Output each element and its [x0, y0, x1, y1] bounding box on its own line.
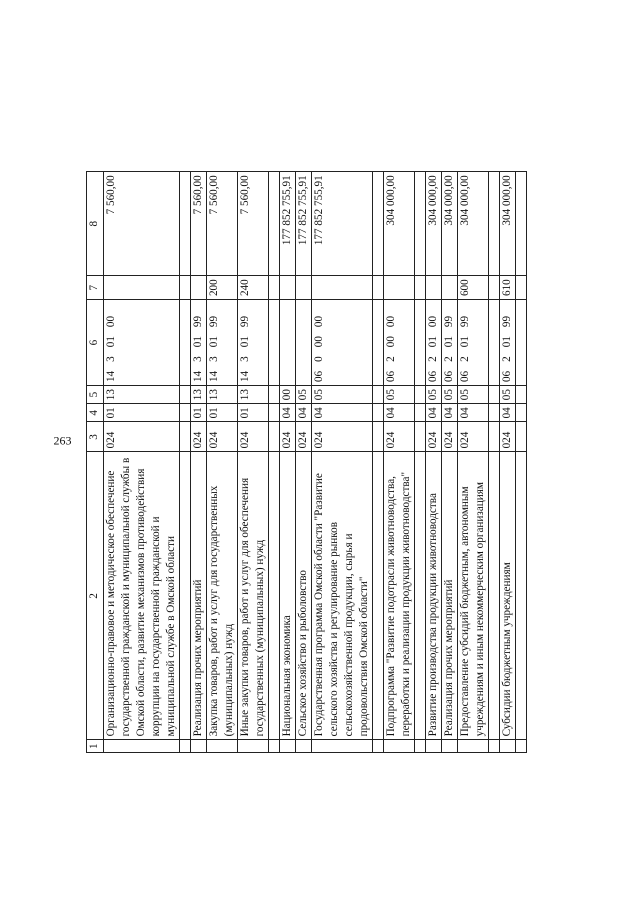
- spacer-cell: [269, 404, 280, 422]
- cell-name: Субсидии бюджетным учреждениям: [500, 452, 516, 740]
- cell-col1: [296, 740, 312, 753]
- spacer-cell: [516, 404, 527, 422]
- spacer-row: [516, 172, 527, 753]
- spacer-cell: [180, 386, 191, 404]
- cell-expense-type: [442, 276, 458, 300]
- spacer-cell: [269, 276, 280, 300]
- cell-subsection: 05: [500, 386, 516, 404]
- table-body: [104, 172, 527, 753]
- target-article-part: 3: [208, 356, 220, 362]
- spacer-row: [415, 172, 426, 753]
- cell-admin-code: 024: [104, 422, 180, 452]
- spacer-cell: [516, 300, 527, 386]
- target-article-part: 99: [443, 315, 455, 328]
- cell-expense-type: [296, 276, 312, 300]
- spacer-cell: [516, 452, 527, 740]
- spacer-cell: [415, 386, 426, 404]
- cell-amount: 7 560,00: [104, 172, 180, 276]
- target-article-part: 06: [313, 370, 325, 383]
- header-cell: 3: [87, 422, 104, 452]
- cell-subsection: 05: [426, 386, 442, 404]
- target-article-part: 01: [208, 336, 220, 348]
- header-cell: 8: [87, 172, 104, 276]
- cell-expense-type: [426, 276, 442, 300]
- cell-name: Национальная экономика: [280, 452, 296, 740]
- cell-target-article: [280, 300, 296, 386]
- header-cell: 2: [87, 452, 104, 740]
- cell-name: Развитие производства продукции животноводства: [426, 452, 442, 740]
- spacer-cell: [489, 276, 500, 300]
- spacer-cell: [180, 452, 191, 740]
- cell-name: Государственная программа Омской области "Развитие сельского хозяйства и регулирование рынков сельскохозяйственной продукции, сырья и продовольствия Омской области": [312, 452, 373, 740]
- cell-name: Предоставление субсидий бюджетным, автономным учреждениям и иным некоммерческим организациям: [458, 452, 489, 740]
- cell-admin-code: 024: [384, 422, 415, 452]
- spacer-cell: [516, 740, 527, 753]
- cell-subsection: 13: [104, 386, 180, 404]
- cell-subsection: 13: [238, 386, 269, 404]
- spacer-cell: [180, 172, 191, 276]
- cell-amount: 7 560,00: [238, 172, 269, 276]
- target-article-part: 01: [192, 336, 204, 348]
- target-article-part: 2: [501, 356, 513, 362]
- target-article-part: 14: [208, 370, 220, 383]
- cell-admin-code: 024: [458, 422, 489, 452]
- cell-section: 04: [458, 404, 489, 422]
- cell-col1: [191, 740, 207, 753]
- header-cell: 7: [87, 276, 104, 300]
- cell-subsection: 05: [458, 386, 489, 404]
- cell-admin-code: 024: [280, 422, 296, 452]
- spacer-row: [489, 172, 500, 753]
- cell-section: 01: [191, 404, 207, 422]
- cell-col1: [426, 740, 442, 753]
- cell-expense-type: 610: [500, 276, 516, 300]
- spacer-cell: [489, 740, 500, 753]
- cell-admin-code: 024: [500, 422, 516, 452]
- header-cell: 6: [87, 300, 104, 386]
- spacer-row: [180, 172, 191, 753]
- cell-admin-code: 024: [238, 422, 269, 452]
- target-article-part: 00: [105, 315, 117, 328]
- cell-section: 04: [384, 404, 415, 422]
- target-article-part: 14: [239, 370, 251, 383]
- spacer-cell: [489, 422, 500, 452]
- spacer-cell: [373, 172, 384, 276]
- target-article-part: 06: [501, 370, 513, 383]
- table-row: [296, 172, 312, 753]
- target-article-part: 2: [385, 356, 397, 362]
- cell-col1: [458, 740, 489, 753]
- spacer-cell: [489, 452, 500, 740]
- cell-subsection: 05: [442, 386, 458, 404]
- cell-section: 01: [207, 404, 238, 422]
- cell-admin-code: 024: [442, 422, 458, 452]
- spacer-cell: [269, 386, 280, 404]
- cell-amount: 304 000,00: [426, 172, 442, 276]
- spacer-cell: [373, 422, 384, 452]
- cell-target-article: [104, 300, 180, 386]
- table-row: [104, 172, 180, 753]
- cell-target-article: [442, 300, 458, 386]
- cell-expense-type: [280, 276, 296, 300]
- cell-admin-code: 024: [191, 422, 207, 452]
- header-cell: 4: [87, 404, 104, 422]
- target-article-part: 3: [192, 356, 204, 362]
- spacer-cell: [415, 276, 426, 300]
- target-article-part: 99: [239, 315, 251, 328]
- spacer-cell: [516, 172, 527, 276]
- spacer-cell: [180, 740, 191, 753]
- cell-col1: [280, 740, 296, 753]
- cell-name: Закупка товаров, работ и услуг для государственных (муниципальных) нужд: [207, 452, 238, 740]
- spacer-row: [269, 172, 280, 753]
- table-row: [458, 172, 489, 753]
- cell-expense-type: [104, 276, 180, 300]
- spacer-cell: [415, 300, 426, 386]
- cell-target-article: [238, 300, 269, 386]
- cell-name: Сельское хозяйство и рыболовство: [296, 452, 312, 740]
- cell-section: 04: [500, 404, 516, 422]
- cell-col1: [384, 740, 415, 753]
- cell-expense-type: [384, 276, 415, 300]
- cell-amount: 177 852 755,91: [280, 172, 296, 276]
- target-article-part: 06: [443, 370, 455, 383]
- target-article-part: 99: [501, 315, 513, 328]
- spacer-cell: [489, 386, 500, 404]
- cell-expense-type: [312, 276, 373, 300]
- header-row: [87, 172, 104, 753]
- cell-target-article: [296, 300, 312, 386]
- page-number: 263: [53, 433, 72, 448]
- target-article-part: 3: [105, 356, 117, 362]
- cell-col1: [207, 740, 238, 753]
- table-row: [312, 172, 373, 753]
- cell-target-article: [458, 300, 489, 386]
- spacer-cell: [373, 452, 384, 740]
- cell-target-article: [207, 300, 238, 386]
- cell-section: 04: [312, 404, 373, 422]
- table-row: [426, 172, 442, 753]
- spacer-cell: [415, 172, 426, 276]
- spacer-cell: [373, 404, 384, 422]
- cell-section: 01: [238, 404, 269, 422]
- spacer-cell: [373, 276, 384, 300]
- cell-target-article: [191, 300, 207, 386]
- cell-name: Реализация прочих мероприятий: [442, 452, 458, 740]
- cell-section: 01: [104, 404, 180, 422]
- cell-subsection: 00: [280, 386, 296, 404]
- cell-col1: [104, 740, 180, 753]
- target-article-part: 2: [427, 356, 439, 362]
- cell-target-article: [426, 300, 442, 386]
- target-article-part: 01: [427, 336, 439, 348]
- cell-subsection: 05: [312, 386, 373, 404]
- cell-name: Реализация прочих мероприятий: [191, 452, 207, 740]
- target-article-part: 01: [239, 336, 251, 348]
- spacer-row: [373, 172, 384, 753]
- spacer-cell: [415, 452, 426, 740]
- cell-subsection: 13: [191, 386, 207, 404]
- table-row: [207, 172, 238, 753]
- spacer-cell: [180, 422, 191, 452]
- cell-section: 04: [296, 404, 312, 422]
- spacer-cell: [415, 404, 426, 422]
- cell-amount: 7 560,00: [191, 172, 207, 276]
- target-article-part: 14: [105, 370, 117, 383]
- spacer-cell: [415, 422, 426, 452]
- cell-subsection: 05: [296, 386, 312, 404]
- cell-section: 04: [426, 404, 442, 422]
- target-article-part: 0: [313, 356, 325, 362]
- cell-admin-code: 024: [426, 422, 442, 452]
- spacer-cell: [373, 386, 384, 404]
- cell-admin-code: 024: [296, 422, 312, 452]
- cell-section: 04: [442, 404, 458, 422]
- cell-amount: 177 852 755,91: [312, 172, 373, 276]
- target-article-part: 01: [501, 336, 513, 348]
- cell-amount: 304 000,00: [458, 172, 489, 276]
- cell-name: Подпрограмма "Развитие подотрасли животноводства, переработки и реализации продукции животноводства": [384, 452, 415, 740]
- spacer-cell: [269, 422, 280, 452]
- spacer-cell: [489, 172, 500, 276]
- cell-col1: [500, 740, 516, 753]
- table-row: [442, 172, 458, 753]
- spacer-cell: [516, 422, 527, 452]
- cell-col1: [442, 740, 458, 753]
- target-article-part: 00: [427, 315, 439, 328]
- spacer-cell: [269, 172, 280, 276]
- cell-expense-type: 200: [207, 276, 238, 300]
- table-row: [191, 172, 207, 753]
- target-article-part: 3: [239, 356, 251, 362]
- target-article-part: 06: [427, 370, 439, 383]
- spacer-cell: [180, 276, 191, 300]
- target-article-part: 99: [208, 315, 220, 328]
- spacer-cell: [489, 404, 500, 422]
- spacer-cell: [180, 300, 191, 386]
- target-article-part: 99: [459, 315, 471, 328]
- table-row: [280, 172, 296, 753]
- spacer-cell: [373, 740, 384, 753]
- spacer-cell: [415, 740, 426, 753]
- spacer-cell: [269, 300, 280, 386]
- cell-subsection: 13: [207, 386, 238, 404]
- cell-target-article: [500, 300, 516, 386]
- cell-amount: 304 000,00: [500, 172, 516, 276]
- target-article-part: 00: [313, 315, 325, 328]
- cell-expense-type: 600: [458, 276, 489, 300]
- cell-admin-code: 024: [207, 422, 238, 452]
- target-article-part: 06: [459, 370, 471, 383]
- table-row: [238, 172, 269, 753]
- target-article-part: 00: [313, 336, 325, 348]
- header-cell: 5: [87, 386, 104, 404]
- cell-amount: 177 852 755,91: [296, 172, 312, 276]
- cell-expense-type: 240: [238, 276, 269, 300]
- cell-amount: 304 000,00: [442, 172, 458, 276]
- target-article-part: 2: [459, 356, 471, 362]
- cell-subsection: 05: [384, 386, 415, 404]
- cell-section: 04: [280, 404, 296, 422]
- table-row: [384, 172, 415, 753]
- target-article-part: 06: [385, 370, 397, 383]
- cell-expense-type: [191, 276, 207, 300]
- cell-target-article: [384, 300, 415, 386]
- spacer-cell: [373, 300, 384, 386]
- budget-table: [86, 171, 527, 753]
- cell-target-article: [312, 300, 373, 386]
- spacer-cell: [269, 452, 280, 740]
- spacer-cell: [489, 300, 500, 386]
- cell-amount: 7 560,00: [207, 172, 238, 276]
- spacer-cell: [516, 386, 527, 404]
- cell-col1: [238, 740, 269, 753]
- target-article-part: 01: [443, 336, 455, 348]
- target-article-part: 2: [443, 356, 455, 362]
- target-article-part: 99: [192, 315, 204, 328]
- spacer-cell: [269, 740, 280, 753]
- cell-amount: 304 000,00: [384, 172, 415, 276]
- header-cell: 1: [87, 740, 104, 753]
- target-article-part: 01: [105, 336, 117, 348]
- target-article-part: 01: [459, 336, 471, 348]
- spacer-cell: [516, 276, 527, 300]
- cell-admin-code: 024: [312, 422, 373, 452]
- target-article-part: 00: [385, 315, 397, 328]
- cell-col1: [312, 740, 373, 753]
- target-article-part: 00: [385, 336, 397, 348]
- cell-name: Иные закупки товаров, работ и услуг для обеспечения государственных (муниципальных) нужд: [238, 452, 269, 740]
- spacer-cell: [180, 404, 191, 422]
- table-row: [500, 172, 516, 753]
- cell-name: Организационно-правовое и методическое обеспечение государственной гражданской и муниципальной службы в Омской области, развитие механизмов противодействия коррупции на государственной гражданской и муниципальной службе в Омской области: [104, 452, 180, 740]
- target-article-part: 14: [192, 370, 204, 383]
